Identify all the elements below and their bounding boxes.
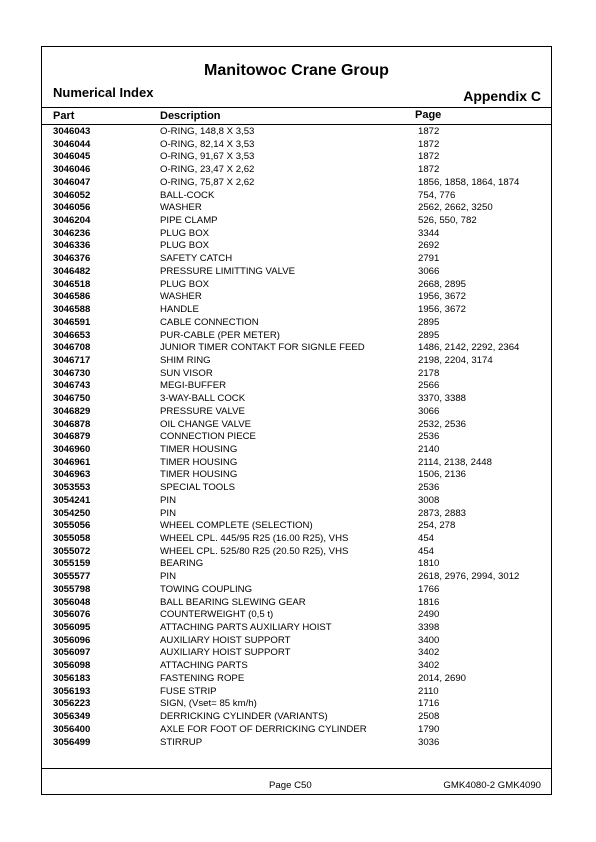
description-cell: PRESSURE VALVE xyxy=(160,405,245,417)
description-cell: TIMER HOUSING xyxy=(160,456,238,468)
description-cell: O-RING, 82,14 X 3,53 xyxy=(160,138,255,150)
part-number-cell: 3046518 xyxy=(53,278,91,290)
part-number-cell: 3056095 xyxy=(53,622,91,634)
part-number-cell: 3046961 xyxy=(53,456,91,468)
table-row xyxy=(42,558,551,571)
index-subtitle: Numerical Index xyxy=(53,85,154,100)
part-number-cell: 3046044 xyxy=(53,138,91,150)
table-row xyxy=(42,291,551,304)
appendix-label: Appendix C xyxy=(463,88,541,104)
table-row xyxy=(42,355,551,368)
description-cell: WHEEL COMPLETE (SELECTION) xyxy=(160,520,313,532)
description-cell: JUNIOR TIMER CONTAKT FOR SIGNLE FEED xyxy=(160,342,365,354)
part-number-cell: 3046708 xyxy=(53,342,91,354)
part-number-cell: 3053553 xyxy=(53,482,91,494)
table-row xyxy=(42,520,551,533)
description-cell: STIRRUP xyxy=(160,736,203,748)
part-number-cell: 3056193 xyxy=(53,685,91,697)
table-row xyxy=(42,457,551,470)
page-reference-cell: 454 xyxy=(418,533,435,544)
part-number-cell: 3046829 xyxy=(53,405,91,417)
table-row xyxy=(42,342,551,355)
description-cell: O-RING, 23,47 X 2,62 xyxy=(160,164,255,176)
table-row xyxy=(42,164,551,177)
page-reference-cell: 754, 776 xyxy=(418,189,456,201)
table-row xyxy=(42,431,551,444)
table-row xyxy=(42,673,551,686)
index-table xyxy=(42,126,551,749)
page-reference-cell: 1506, 2136 xyxy=(418,469,467,481)
footer-divider xyxy=(42,768,551,769)
description-cell: PIN xyxy=(160,507,176,519)
description-cell: AXLE FOR FOOT OF DERRICKING CYLINDER xyxy=(160,723,367,735)
description-cell: TOWING COUPLING xyxy=(160,583,253,595)
part-number-cell: 3056183 xyxy=(53,672,91,684)
table-row xyxy=(42,622,551,635)
description-cell: DERRICKING CYLINDER (VARIANTS) xyxy=(160,711,328,723)
part-number-cell: 3046204 xyxy=(53,215,91,227)
page-reference-cell: 1872 xyxy=(418,126,440,137)
part-number-cell: 3046043 xyxy=(53,126,91,137)
page-reference-cell: 2562, 2662, 3250 xyxy=(418,202,493,214)
page-reference-cell: 2490 xyxy=(418,609,440,621)
table-row xyxy=(42,495,551,508)
part-number-cell: 3055798 xyxy=(53,583,91,595)
description-cell: ATTACHING PARTS xyxy=(160,660,248,672)
description-cell: ATTACHING PARTS AUXILIARY HOIST xyxy=(160,622,332,634)
page-reference-cell: 2668, 2895 xyxy=(418,278,467,290)
table-row xyxy=(42,597,551,610)
part-number-cell: 3046960 xyxy=(53,443,91,455)
page-reference-cell: 3400 xyxy=(418,634,440,646)
description-cell: PUR-CABLE (PER METER) xyxy=(160,329,280,341)
page-reference-cell: 2895 xyxy=(418,316,440,328)
page-reference-cell: 2692 xyxy=(418,240,440,252)
description-cell: SAFETY CATCH xyxy=(160,253,233,265)
page-reference-cell: 2140 xyxy=(418,443,440,455)
table-row xyxy=(42,330,551,343)
page-reference-cell: 1790 xyxy=(418,723,440,735)
description-cell: WASHER xyxy=(160,291,202,303)
description-cell: BALL-COCK xyxy=(160,189,215,201)
page-reference-cell: 1872 xyxy=(418,164,440,176)
description-cell: BALL BEARING SLEWING GEAR xyxy=(160,596,306,608)
page-reference-cell: 1716 xyxy=(418,698,440,710)
page-reference-cell: 1486, 2142, 2292, 2364 xyxy=(418,342,520,354)
page-reference-cell: 1816 xyxy=(418,596,440,608)
table-row xyxy=(42,571,551,584)
table-row xyxy=(42,317,551,330)
description-cell: O-RING, 148,8 X 3,53 xyxy=(160,126,255,137)
page-reference-cell: 2114, 2138, 2448 xyxy=(418,456,492,468)
description-cell: O-RING, 91,67 X 3,53 xyxy=(160,151,255,163)
description-cell: PIN xyxy=(160,494,176,506)
part-number-cell: 3046963 xyxy=(53,469,91,481)
page-reference-cell: 2566 xyxy=(418,380,440,392)
description-cell: FASTENING ROPE xyxy=(160,672,245,684)
part-number-cell: 3056048 xyxy=(53,596,91,608)
description-cell: AUXILIARY HOIST SUPPORT xyxy=(160,647,291,659)
table-row xyxy=(42,584,551,597)
page-reference-cell: 3402 xyxy=(418,647,440,659)
page-reference-cell: 2873, 2883 xyxy=(418,507,467,519)
table-row xyxy=(42,279,551,292)
page-reference-cell: 2532, 2536 xyxy=(418,418,467,430)
table-row xyxy=(42,686,551,699)
part-number-cell: 3046047 xyxy=(53,176,91,188)
description-cell: PIN xyxy=(160,571,176,583)
page-reference-cell: 2791 xyxy=(418,253,440,265)
header-divider xyxy=(42,107,551,108)
table-row xyxy=(42,419,551,432)
description-cell: SHIM RING xyxy=(160,354,211,366)
description-cell: WHEEL CPL. 445/95 R25 (16.00 R25), VHS xyxy=(160,533,349,544)
table-row xyxy=(42,698,551,711)
part-number-cell: 3046236 xyxy=(53,227,91,239)
page-reference-cell: 3344 xyxy=(418,227,440,239)
table-row xyxy=(42,240,551,253)
table-row xyxy=(42,177,551,190)
description-cell: PRESSURE LIMITTING VALVE xyxy=(160,265,296,277)
part-number-cell: 3056499 xyxy=(53,736,91,748)
part-number-cell: 3056076 xyxy=(53,609,91,621)
table-row xyxy=(42,126,551,139)
part-number-cell: 3046586 xyxy=(53,291,91,303)
description-cell: PLUG BOX xyxy=(160,240,210,252)
part-number-cell: 3055072 xyxy=(53,545,91,557)
table-row xyxy=(42,609,551,622)
page-reference-cell: 3066 xyxy=(418,405,440,417)
table-row xyxy=(42,711,551,724)
part-number-cell: 3054241 xyxy=(53,494,91,506)
table-row xyxy=(42,228,551,241)
part-number-cell: 3046046 xyxy=(53,164,91,176)
part-number-cell: 3046879 xyxy=(53,431,91,443)
column-header-divider xyxy=(42,124,551,125)
page-reference-cell: 254, 278 xyxy=(418,520,456,532)
table-row xyxy=(42,380,551,393)
table-row xyxy=(42,737,551,750)
page-title: Manitowoc Crane Group xyxy=(204,62,389,79)
table-row xyxy=(42,151,551,164)
page-reference-cell: 3398 xyxy=(418,622,440,634)
table-row xyxy=(42,215,551,228)
description-cell: 3-WAY-BALL COCK xyxy=(160,393,246,405)
description-cell: MEGI-BUFFER xyxy=(160,380,227,392)
column-header-description: Description xyxy=(160,110,221,122)
page-reference-cell: 2508 xyxy=(418,711,440,723)
part-number-cell: 3046045 xyxy=(53,151,91,163)
page-reference-cell: 1766 xyxy=(418,583,440,595)
table-row xyxy=(42,202,551,215)
page-reference-cell: 3008 xyxy=(418,494,440,506)
part-number-cell: 3046591 xyxy=(53,316,91,328)
description-cell: OIL CHANGE VALVE xyxy=(160,418,251,430)
part-number-cell: 3056349 xyxy=(53,711,91,723)
table-row xyxy=(42,139,551,152)
page-reference-cell: 2014, 2690 xyxy=(418,672,467,684)
part-number-cell: 3046717 xyxy=(53,354,91,366)
part-number-cell: 3046376 xyxy=(53,253,91,265)
part-number-cell: 3054250 xyxy=(53,507,91,519)
table-row xyxy=(42,393,551,406)
table-row xyxy=(42,406,551,419)
part-number-cell: 3055058 xyxy=(53,533,91,544)
page-reference-cell: 2536 xyxy=(418,431,440,443)
table-row xyxy=(42,253,551,266)
part-number-cell: 3046588 xyxy=(53,304,91,316)
description-cell: PIPE CLAMP xyxy=(160,215,218,227)
part-number-cell: 3046336 xyxy=(53,240,91,252)
description-cell: WHEEL CPL. 525/80 R25 (20.50 R25), VHS xyxy=(160,545,349,557)
description-cell: TIMER HOUSING xyxy=(160,469,238,481)
page-reference-cell: 2178 xyxy=(418,367,440,379)
footer-page-number: Page C50 xyxy=(269,780,312,791)
description-cell: HANDLE xyxy=(160,304,199,316)
page-reference-cell: 1956, 3672 xyxy=(418,291,467,303)
part-number-cell: 3056096 xyxy=(53,634,91,646)
description-cell: SIGN, (Vset= 85 km/h) xyxy=(160,698,257,710)
page-reference-cell: 1856, 1858, 1864, 1874 xyxy=(418,176,520,188)
page-reference-cell: 1956, 3672 xyxy=(418,304,467,316)
description-cell: FUSE STRIP xyxy=(160,685,217,697)
description-cell: SUN VISOR xyxy=(160,367,213,379)
table-row xyxy=(42,482,551,495)
description-cell: SPECIAL TOOLS xyxy=(160,482,236,494)
table-row xyxy=(42,533,551,546)
description-cell: O-RING, 75,87 X 2,62 xyxy=(160,176,255,188)
footer-model: GMK4080-2 GMK4090 xyxy=(443,780,541,791)
page-reference-cell: 1872 xyxy=(418,138,440,150)
description-cell: CABLE CONNECTION xyxy=(160,316,259,328)
page-reference-cell: 2536 xyxy=(418,482,440,494)
table-row xyxy=(42,444,551,457)
part-number-cell: 3046653 xyxy=(53,329,91,341)
page-reference-cell: 3402 xyxy=(418,660,440,672)
page-reference-cell: 454 xyxy=(418,545,435,557)
part-number-cell: 3046730 xyxy=(53,367,91,379)
description-cell: WASHER xyxy=(160,202,202,214)
part-number-cell: 3046743 xyxy=(53,380,91,392)
table-row xyxy=(42,647,551,660)
part-number-cell: 3055056 xyxy=(53,520,91,532)
description-cell: PLUG BOX xyxy=(160,227,210,239)
part-number-cell: 3056098 xyxy=(53,660,91,672)
column-header-page: Page xyxy=(415,109,442,121)
description-cell: BEARING xyxy=(160,558,204,570)
page-reference-cell: 2618, 2976, 2994, 3012 xyxy=(418,571,520,583)
table-row xyxy=(42,190,551,203)
page-reference-cell: 2110 xyxy=(418,685,439,697)
page-reference-cell: 1872 xyxy=(418,151,440,163)
part-number-cell: 3056097 xyxy=(53,647,91,659)
part-number-cell: 3055577 xyxy=(53,571,91,583)
page-frame xyxy=(41,46,552,795)
description-cell: AUXILIARY HOIST SUPPORT xyxy=(160,634,291,646)
table-row xyxy=(42,546,551,559)
column-header-part: Part xyxy=(53,110,75,122)
table-row xyxy=(42,266,551,279)
part-number-cell: 3046052 xyxy=(53,189,91,201)
table-row xyxy=(42,304,551,317)
table-row xyxy=(42,469,551,482)
description-cell: TIMER HOUSING xyxy=(160,443,238,455)
table-row xyxy=(42,508,551,521)
page-reference-cell: 1810 xyxy=(418,558,440,570)
page-reference-cell: 2895 xyxy=(418,329,440,341)
page-reference-cell: 2198, 2204, 3174 xyxy=(418,354,493,366)
description-cell: PLUG BOX xyxy=(160,278,210,290)
description-cell: CONNECTION PIECE xyxy=(160,431,256,443)
page-reference-cell: 3370, 3388 xyxy=(418,393,467,405)
part-number-cell: 3055159 xyxy=(53,558,91,570)
page-reference-cell: 3066 xyxy=(418,265,440,277)
part-number-cell: 3046056 xyxy=(53,202,91,214)
table-row xyxy=(42,635,551,648)
part-number-cell: 3056223 xyxy=(53,698,91,710)
table-row xyxy=(42,724,551,737)
part-number-cell: 3046878 xyxy=(53,418,91,430)
page-reference-cell: 526, 550, 782 xyxy=(418,215,477,227)
part-number-cell: 3056400 xyxy=(53,723,91,735)
part-number-cell: 3046750 xyxy=(53,393,91,405)
description-cell: COUNTERWEIGHT (0,5 t) xyxy=(160,609,274,621)
table-row xyxy=(42,660,551,673)
table-row xyxy=(42,368,551,381)
page-reference-cell: 3036 xyxy=(418,736,440,748)
part-number-cell: 3046482 xyxy=(53,265,91,277)
